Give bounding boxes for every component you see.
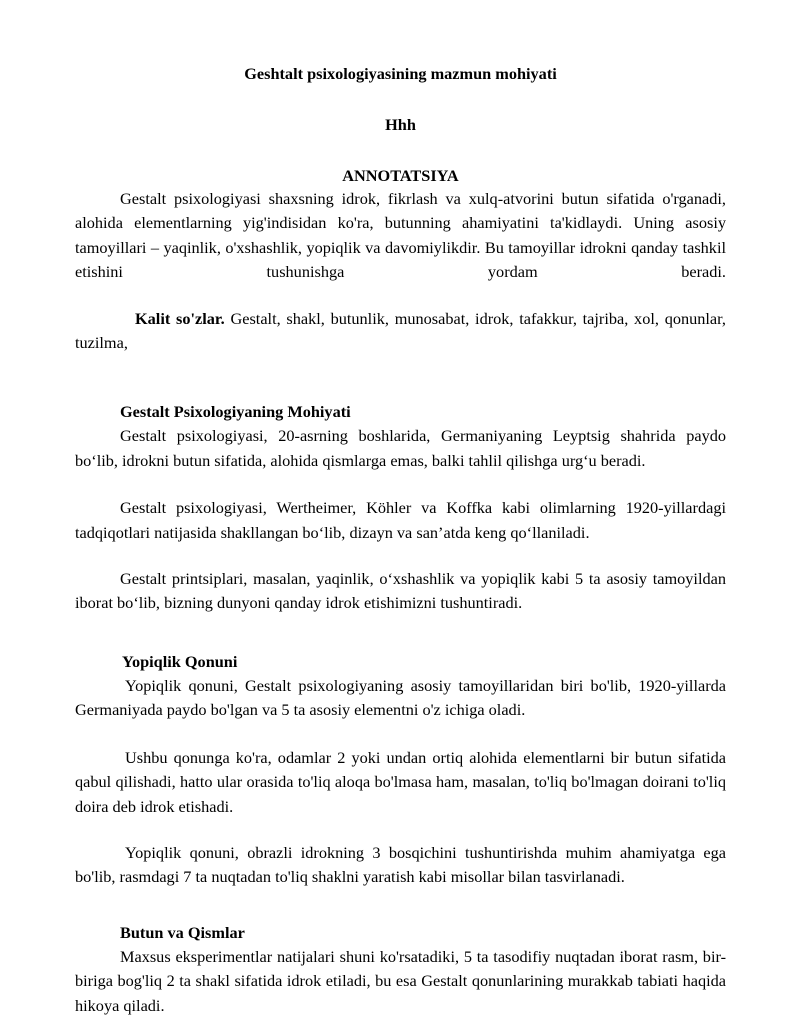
author-name: Hhh <box>385 115 416 134</box>
section1-paragraph-2: Gestalt psixologiyasi, Wertheimer, Köhler va Koffka kabi olimlarning 1920-yillardagi tadqiqotlari natijasida shakllangan bo‘lib, dizayn va san’atda keng qo‘llaniladi. <box>75 498 726 542</box>
keywords-paragraph <box>75 307 726 356</box>
keywords-label: Kalit so'zlar. <box>135 308 225 328</box>
annotation-paragraph: Gestalt psixologiyasi shaxsning idrok, fikrlash va xulq-atvorini butun sifatida o'rganadi, alohida elementlarning yig'indisidan ko'ra, butunning ahamiyatini ta'kidlaydi. Uning asosiy tamoyillari – yaqinlik, o'xshashlik, yopiqlik va davomiylikdir. Bu tamoyillar idrokni qanday tashkil etishini tushunishga yordam beradi. <box>75 189 726 282</box>
section-heading-mohiyati: Gestalt Psixologiyaning Mohiyati <box>120 402 351 422</box>
document-page <box>75 62 726 1018</box>
section2-paragraph-2: Ushbu qonunga ko'ra, odamlar 2 yoki undan ortiq alohida elementlarni bir butun sifatida qabul qilishadi, hatto ular orasida to'liq aloqa bo'lmasa ham, masalan, to'liq bo'lmagan doirani to'liq doira deb idrok etishadi. <box>75 747 726 816</box>
section1-paragraph-3: Gestalt printsiplari, masalan, yaqinlik, o‘xshashlik va yopiqlik kabi 5 ta asosiy tamoyildan iborat bo‘lib, bizning dunyoni qanday idrok etishimizni tushuntiradi. <box>75 569 726 613</box>
document-title: Geshtalt psixologiyasining mazmun mohiyati <box>244 64 557 83</box>
annotation-heading: ANNOTATSIYA <box>342 166 459 185</box>
section-heading-yopiqlik: Yopiqlik Qonuni <box>122 651 238 671</box>
section2-paragraph-1: Yopiqlik qonuni, Gestalt psixologiyaning asosiy tamoyillaridan biri bo'lib, 1920-yillarda Germaniyada paydo bo'lgan va 5 ta asosiy elementni o'z ichiga oladi. <box>75 675 726 720</box>
keywords-text: Gestalt, shakl, butunlik, munosabat, idrok, tafakkur, tajriba, xol, qonunlar, tuzilma, <box>75 308 726 353</box>
section3-paragraph-1: Maxsus eksperimentlar natijalari shuni ko'rsatadiki, 5 ta tasodifiy nuqtadan iborat rasm, bir-biriga bog'liq 2 ta shakl sifatida idrok etiladi, bu esa Gestalt qonunlarining murakkab tabiati haqida hikoya qiladi. <box>75 946 726 1015</box>
section2-paragraph-3: Yopiqlik qonuni, obrazli idrokning 3 bosqichini tushuntirishda muhim ahamiyatga ega bo'lib, rasmdagi 7 ta nuqtadan to'liq shaklni yaratish kabi misollar bilan tasvirlanadi. <box>75 842 726 887</box>
section-heading-butun: Butun va Qismlar <box>120 922 245 942</box>
section1-paragraph-1: Gestalt psixologiyasi, 20-asrning boshlarida, Germaniyaning Leyptsig shahrida paydo bo‘lib, idrokni butun sifatida, alohida qismlarga emas, balki tahlil qilishga urg‘u beradi. <box>75 426 726 470</box>
